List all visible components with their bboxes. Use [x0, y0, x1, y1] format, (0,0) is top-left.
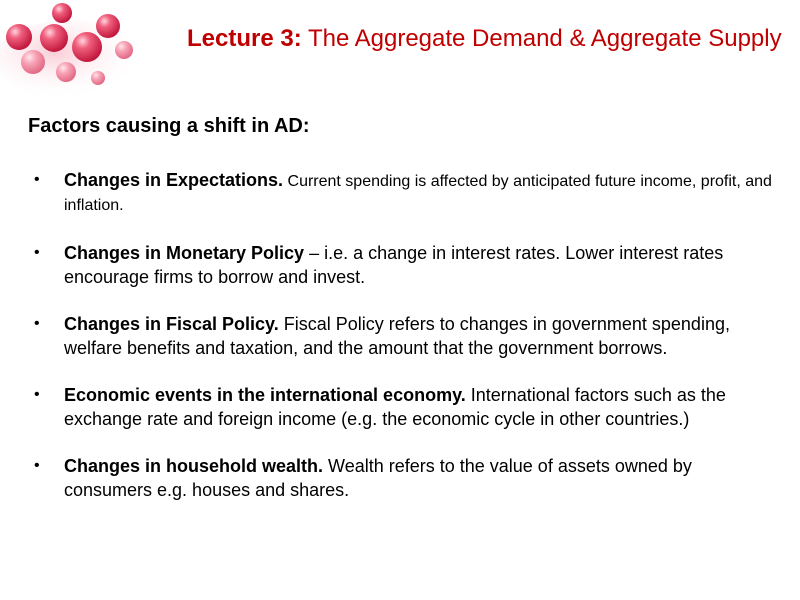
list-item-text: – i.e. a change in interest rates. Lower interest rates encourage firms to borrow and invest.	[64, 243, 724, 287]
bullet-icon: •	[34, 386, 40, 403]
list-item-text: Wealth refers to the value of assets owned by consumers e.g. houses and shares.	[64, 456, 692, 500]
list-item-lead: Changes in Monetary Policy	[64, 243, 305, 263]
title-text: The Aggregate Demand & Aggregate Supply	[301, 25, 782, 52]
list-item-lead: Changes in Expectations.	[64, 170, 284, 190]
page-title	[187, 24, 787, 54]
list-item	[34, 383, 782, 431]
bullet-icon: •	[34, 315, 40, 332]
list-item-text: International factors such as the exchange rate and foreign income (e.g. the economic cycle in other countries.)	[64, 385, 726, 429]
list-item-lead: Changes in Fiscal Policy.	[64, 314, 279, 334]
bullet-icon: •	[34, 171, 40, 188]
factor-list	[34, 168, 782, 525]
bullet-icon: •	[34, 244, 40, 261]
list-item	[34, 312, 782, 360]
title-lecture-number: Lecture 3:	[187, 25, 302, 52]
list-item-text: Fiscal Policy refers to changes in government spending, welfare benefits and taxation, and the amount that the government borrows.	[64, 314, 730, 358]
list-item	[34, 454, 782, 502]
red-spheres-decoration-icon	[0, 0, 180, 100]
list-item-lead: Changes in household wealth.	[64, 456, 324, 476]
list-item	[34, 241, 782, 289]
section-heading: Factors causing a shift in AD:	[28, 115, 310, 137]
list-item-lead: Economic events in the international economy.	[64, 385, 466, 405]
bullet-icon: •	[34, 457, 40, 474]
list-item-text: Current spending is affected by anticipated future income, profit, and inflation.	[64, 173, 772, 214]
list-item	[34, 168, 782, 218]
